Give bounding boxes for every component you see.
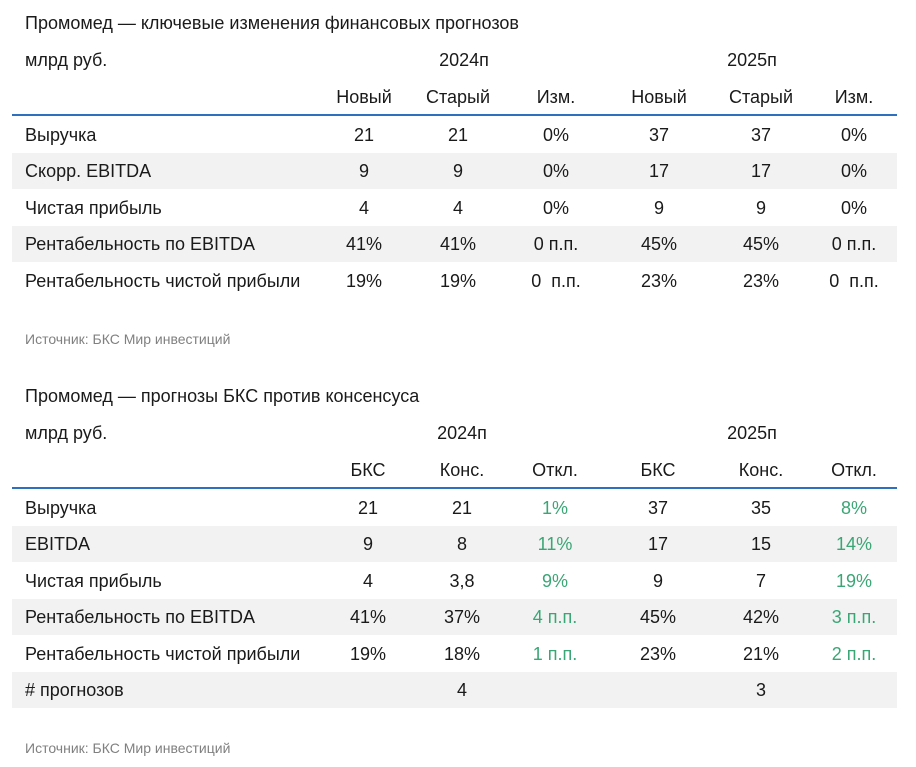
- row-label: Рентабельность чистой прибыли: [25, 271, 301, 291]
- table-cell: 9: [452, 161, 463, 181]
- table2-source: Источник: БКС Мир инвестиций: [25, 740, 231, 756]
- table2-unit: млрд руб.: [25, 423, 108, 443]
- table-row: [12, 153, 897, 189]
- table-cell: 45%: [639, 607, 677, 627]
- table-cell: 21%: [742, 644, 780, 664]
- table-cell: 0%: [542, 161, 569, 181]
- table-cell: 9: [755, 198, 766, 218]
- table-cell: 0%: [542, 198, 569, 218]
- table-cell: 45%: [640, 234, 678, 254]
- table-row: [12, 526, 897, 562]
- table2-col-header: Конс.: [439, 460, 485, 480]
- table-cell: 17: [750, 161, 772, 181]
- table-cell: 23%: [742, 271, 780, 291]
- table1-col-header: Новый: [631, 87, 687, 107]
- table1-col-header: Новый: [336, 87, 392, 107]
- table-cell: 21: [353, 125, 375, 145]
- table-cell: 41%: [439, 234, 477, 254]
- table-cell: 37%: [443, 607, 481, 627]
- table-cell: 41%: [345, 234, 383, 254]
- row-label: Выручка: [25, 125, 97, 145]
- table-cell: 0 п.п.: [831, 234, 877, 254]
- table2-col-header: БКС: [640, 460, 676, 480]
- table1-col-header: Старый: [425, 87, 491, 107]
- table-cell: 9: [653, 198, 664, 218]
- table-row: [12, 226, 897, 262]
- table-cell: 18%: [443, 644, 481, 664]
- table1-col-header: Старый: [728, 87, 794, 107]
- deviation-cell: 2 п.п.: [831, 644, 877, 664]
- table1-title: Промомед — ключевые изменения финансовых прогнозов: [25, 13, 519, 33]
- table-cell: 0%: [840, 161, 867, 181]
- table-cell: 41%: [349, 607, 387, 627]
- table2-title: Промомед — прогнозы БКС против консенсуса: [25, 386, 420, 406]
- deviation-cell: 3 п.п.: [831, 607, 877, 627]
- table-cell: 45%: [742, 234, 780, 254]
- table2-year-2025: 2025п: [727, 423, 777, 443]
- deviation-cell: 4 п.п.: [532, 607, 578, 627]
- table-cell: 21: [357, 498, 379, 518]
- table-cell: 9: [358, 161, 369, 181]
- table-cell: 0%: [542, 125, 569, 145]
- table-row: [12, 599, 897, 635]
- table-cell: 3: [755, 680, 766, 700]
- table-row: [12, 117, 897, 153]
- table1-unit: млрд руб.: [25, 50, 108, 70]
- table-cell: 3,8: [449, 571, 475, 591]
- table1-year-2024: 2024п: [439, 50, 489, 70]
- table1-col-header: Изм.: [536, 87, 576, 107]
- table-cell: 17: [647, 534, 669, 554]
- deviation-cell: 19%: [835, 571, 873, 591]
- table-row: [12, 672, 897, 708]
- table1-col-header: Изм.: [834, 87, 874, 107]
- table2-year-2024: 2024п: [437, 423, 487, 443]
- deviation-cell: 11%: [537, 534, 573, 554]
- table-cell: 37: [750, 125, 772, 145]
- table-cell: 23%: [639, 644, 677, 664]
- table2-col-header: Конс.: [738, 460, 784, 480]
- table2-col-header: БКС: [350, 460, 386, 480]
- deviation-cell: 8%: [840, 498, 867, 518]
- row-label: Чистая прибыль: [25, 571, 162, 591]
- table-row: [12, 190, 897, 226]
- row-label: Выручка: [25, 498, 97, 518]
- table-cell: 4: [456, 680, 467, 700]
- deviation-cell: 1 п.п.: [532, 644, 578, 664]
- row-label: Рентабельность по EBITDA: [25, 607, 255, 627]
- table1-header-rule: [12, 114, 897, 116]
- row-label: Рентабельность по EBITDA: [25, 234, 255, 254]
- table-cell: 9: [652, 571, 663, 591]
- table1-year-2025: 2025п: [727, 50, 777, 70]
- table-cell: 35: [750, 498, 772, 518]
- table-cell: 21: [447, 125, 469, 145]
- table-cell: 19%: [349, 644, 387, 664]
- table1-source: Источник: БКС Мир инвестиций: [25, 331, 231, 347]
- table2-col-header: Откл.: [831, 460, 877, 480]
- table-cell: 9: [362, 534, 373, 554]
- row-label: EBITDA: [25, 534, 91, 554]
- table-cell: 4: [452, 198, 463, 218]
- row-label: Чистая прибыль: [25, 198, 162, 218]
- row-label: Скорр. EBITDA: [25, 161, 152, 181]
- table-cell: 15: [750, 534, 772, 554]
- table-cell: 19%: [439, 271, 477, 291]
- table-row: [12, 636, 897, 672]
- deviation-cell: 9%: [541, 571, 568, 591]
- row-label: Рентабельность чистой прибыли: [25, 644, 301, 664]
- table-cell: 0 п.п.: [531, 271, 581, 291]
- table-row: [12, 263, 897, 299]
- table-row: [12, 490, 897, 526]
- table-cell: 37: [647, 498, 669, 518]
- table-cell: 23%: [640, 271, 678, 291]
- table-cell: 7: [755, 571, 766, 591]
- table2-col-header: Откл.: [532, 460, 578, 480]
- table-cell: 37: [648, 125, 670, 145]
- table-cell: 0 п.п.: [533, 234, 579, 254]
- table-row: [12, 563, 897, 599]
- table-cell: 0%: [840, 125, 867, 145]
- table-cell: 0%: [840, 198, 867, 218]
- table-cell: 0 п.п.: [829, 271, 879, 291]
- row-label: # прогнозов: [25, 680, 124, 700]
- deviation-cell: 14%: [835, 534, 873, 554]
- table-cell: 19%: [345, 271, 383, 291]
- deviation-cell: 1%: [541, 498, 568, 518]
- table-cell: 4: [362, 571, 373, 591]
- table-cell: 17: [648, 161, 670, 181]
- table-cell: 21: [451, 498, 473, 518]
- table-cell: 42%: [742, 607, 780, 627]
- table-cell: 8: [456, 534, 467, 554]
- table2-header-rule: [12, 487, 897, 489]
- table-cell: 4: [358, 198, 369, 218]
